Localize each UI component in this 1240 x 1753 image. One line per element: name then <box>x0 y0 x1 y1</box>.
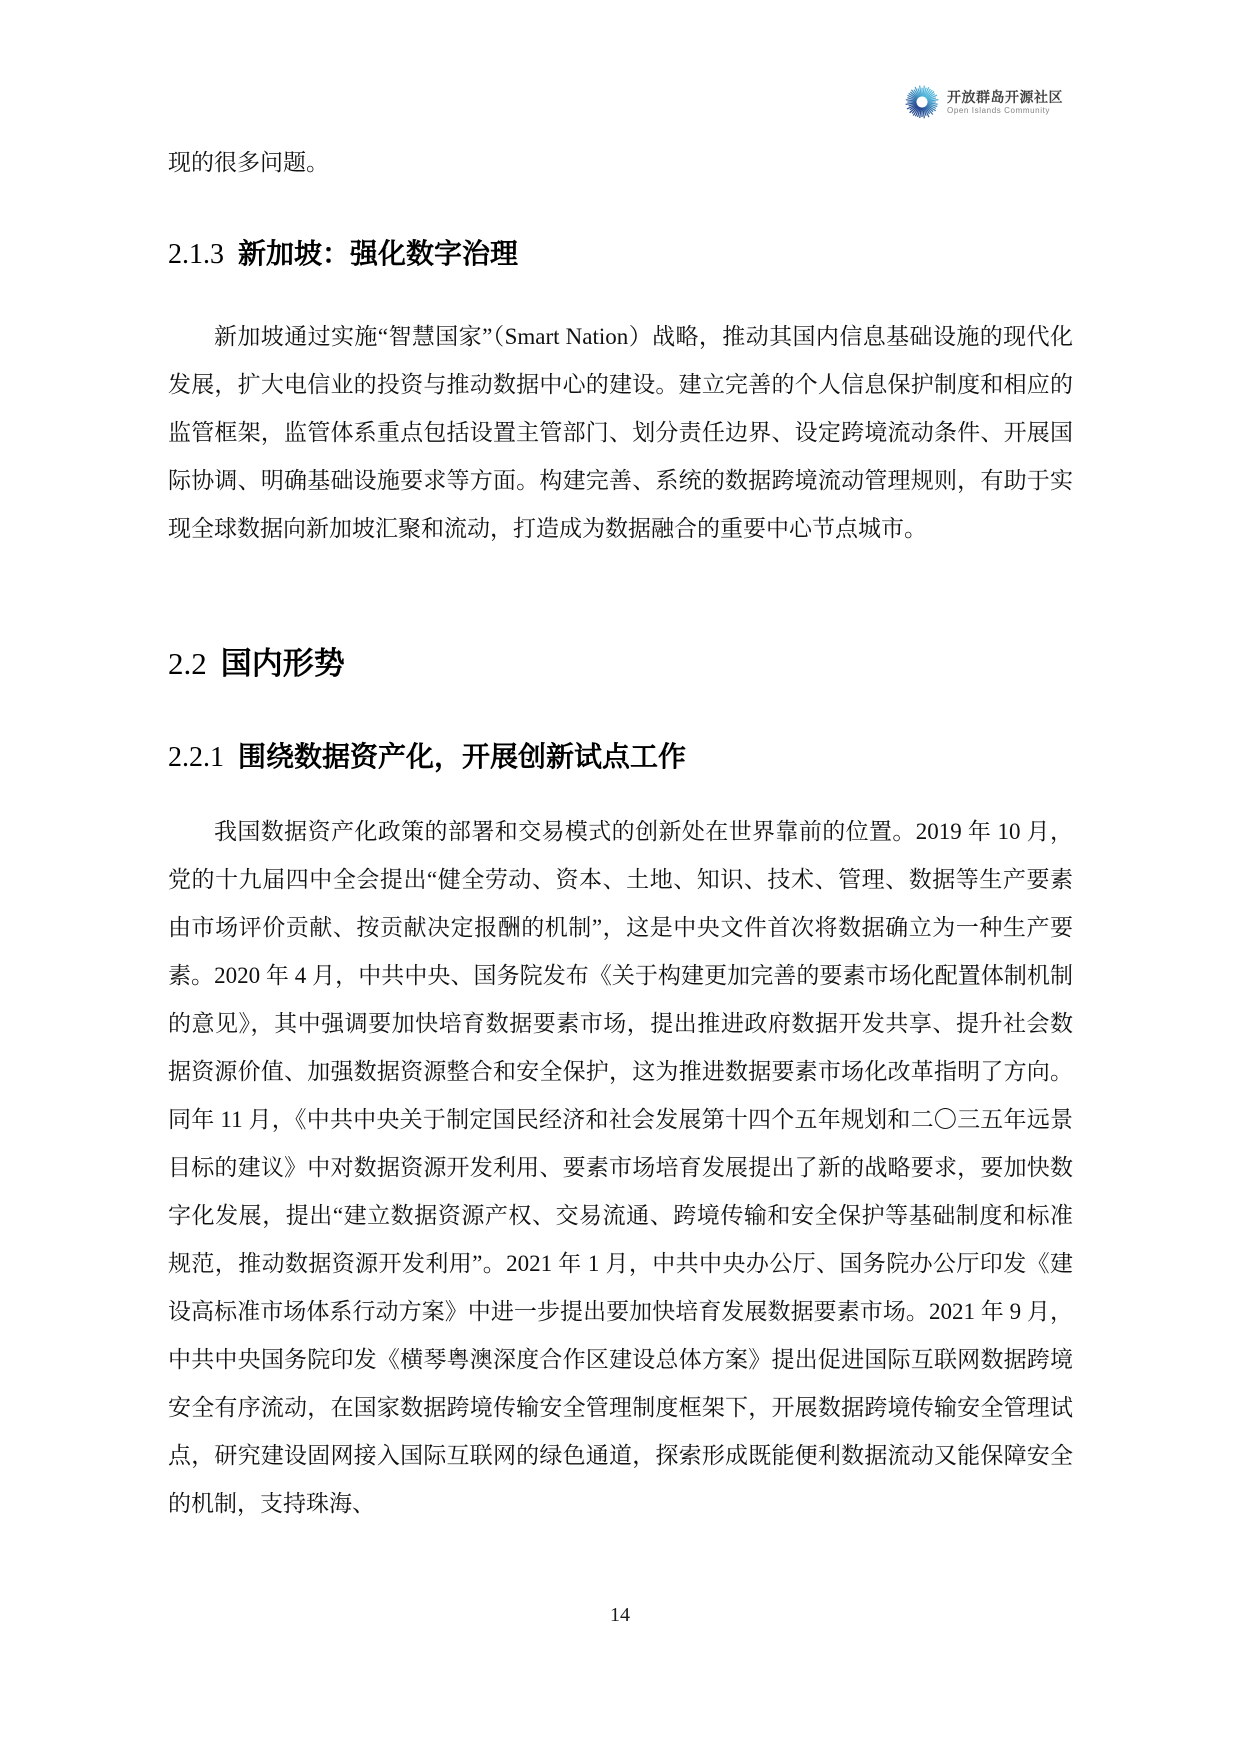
heading-number: 2.2.1 <box>168 742 224 773</box>
sunburst-icon <box>905 85 939 119</box>
section-heading-2-2 <box>168 644 1073 684</box>
heading-number: 2.1.3 <box>168 239 224 270</box>
logo-text <box>947 89 1063 116</box>
logo-title: 开放群岛开源社区 <box>947 88 1063 105</box>
continuation-text: 现的很多问题。 <box>168 150 329 175</box>
heading-title: 围绕数据资产化，开展创新试点工作 <box>238 741 687 772</box>
heading-title: 新加坡：强化数字治理 <box>238 238 519 269</box>
section-heading-2-2-1 <box>168 739 1073 776</box>
paragraph-domestic: 我国数据资产化政策的部署和交易模式的创新处在世界靠前的位置。2019 年 10 月，党的十九届四中全会提出“健全劳动、资本、土地、知识、技术、管理、数据等生产要素由市场评价贡献、按贡献决定报酬的机制”，这是中央文件首次将数据确立为一种生产要素。2020 年 4 月，中共中央、国务院发布《关于构建更加完善的要素市场化配置体制机制的意见》，其中强调要加快培育数据要素市场，提出推进政府数据开发共享、提升社会数据资源价值、加强数据资源整合和安全保护，这为推进数据要素市场化改革指明了方向。同年 11 月，《中共中央关于制定国民经济和社会发展第十四个五年规划和二〇三五年远景目标的建议》中对数据资源开发利用、要素市场培育发展提出了新的战略要求，要加快数字化发展，提出“建立数据资源产权、交易流通、跨境传输和安全保护等基础制度和标准规范，推动数据资源开发利用”。2021 年 1 月，中共中央办公厅、国务院办公厅印发《建设高标准市场体系行动方案》中进一步提出要加快培育发展数据要素市场。2021 年 9 月，中共中央国务院印发《横琴粤澳深度合作区建设总体方案》提出促进国际互联网数据跨境安全有序流动，在国家数据跨境传输安全管理制度框架下，开展数据跨境传输安全管理试点，研究建设固网接入国际互联网的绿色通道，探索形成既能便利数据流动又能保障安全的机制，支持珠海、 <box>168 819 1073 1516</box>
logo-subtitle: Open Islands Community <box>947 105 1051 115</box>
logo <box>905 85 1063 119</box>
page-number: 14 <box>610 1604 630 1626</box>
heading-number: 2.2 <box>168 646 207 681</box>
section-heading-2-1-3 <box>168 236 1073 273</box>
heading-title: 国内形势 <box>220 646 345 681</box>
paragraph-singapore: 新加坡通过实施“智慧国家”（Smart Nation）战略，推动其国内信息基础设施的现代化发展，扩大电信业的投资与推动数据中心的建设。建立完善的个人信息保护制度和相应的监管框架，监管体系重点包括设置主管部门、划分责任边界、设定跨境流动条件、开展国际协调、明确基础设施要求等方面。构建完善、系统的数据跨境流动管理规则，有助于实现全球数据向新加坡汇聚和流动，打造成为数据融合的重要中心节点城市。 <box>168 324 1073 541</box>
